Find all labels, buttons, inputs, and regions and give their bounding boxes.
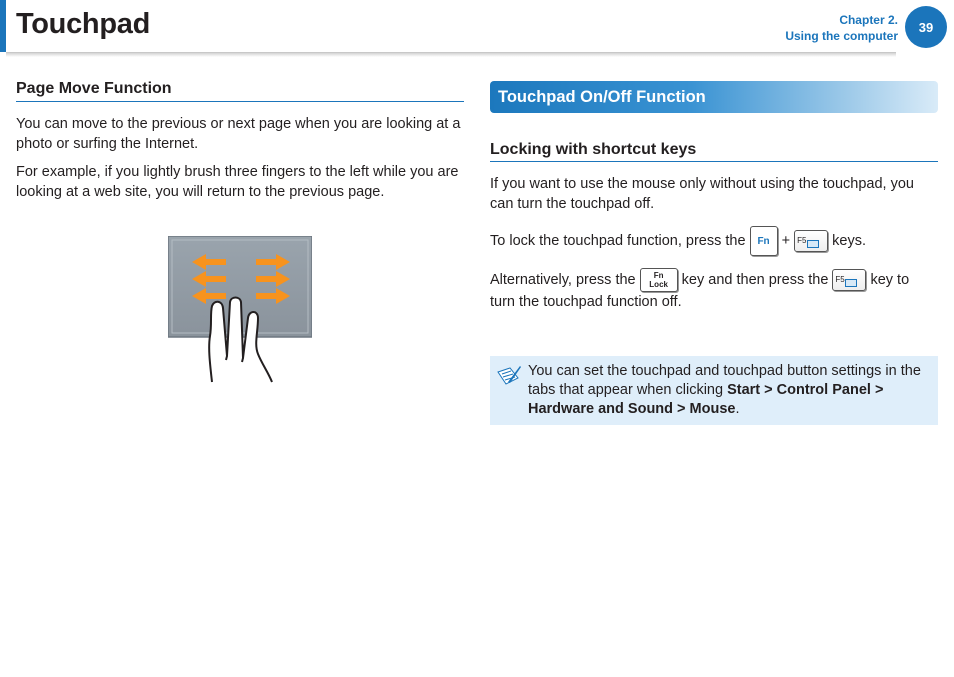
page-number-badge: 39 xyxy=(905,6,947,48)
right-column xyxy=(490,78,938,425)
left-arrow-icon xyxy=(192,254,226,304)
fn-key-icon: Fn xyxy=(750,226,778,256)
fn-lock-top-label: Fn xyxy=(653,271,664,280)
page-move-paragraph-2: For example, if you lightly brush three fingers to the left while you are looking at a web site, you will return to the previous page. xyxy=(16,164,459,200)
header-divider xyxy=(6,52,896,57)
f5-key-label: F5 xyxy=(797,236,807,245)
page-title: Touchpad xyxy=(16,8,150,40)
touchpad-onoff-banner: Touchpad On/Off Function xyxy=(490,81,938,113)
note-settings-path: Start > Control Panel > Hardware and Sound > Mouse xyxy=(528,382,884,417)
section-heading-page-move: Page Move Function xyxy=(16,80,464,102)
touchpad-toggle-icon-2 xyxy=(845,279,857,287)
f5-key-label-2: F5 xyxy=(835,275,845,284)
locking-paragraph-2 xyxy=(490,226,938,256)
note-suffix: . xyxy=(735,401,740,417)
left-column xyxy=(16,78,464,202)
f5-key-icon-2 xyxy=(832,269,866,291)
three-finger-swipe-illustration xyxy=(168,236,312,384)
page-move-paragraph-1: You can move to the previous or next page when you are looking at a photo or surfing the Internet. xyxy=(16,116,461,152)
header-accent-bar xyxy=(0,0,6,52)
chapter-label: Chapter 2. xyxy=(839,13,898,27)
locking-para3-mid: key and then press the xyxy=(681,271,829,288)
locking-para3-after: key to turn the touchpad function off. xyxy=(490,271,910,310)
locking-paragraph-3 xyxy=(490,268,938,312)
locking-paragraph-1: If you want to use the mouse only without using the touchpad, you can turn the touchpad off. xyxy=(490,176,914,212)
f5-key-icon xyxy=(794,230,828,252)
touchpad-toggle-icon xyxy=(807,240,819,248)
chapter-subtitle: Using the computer xyxy=(785,29,898,43)
note-box xyxy=(490,356,938,425)
chapter-info xyxy=(785,12,898,44)
right-arrow-icon xyxy=(256,254,290,304)
fn-lock-bottom-label: Lock xyxy=(649,280,668,289)
locking-shortcut-heading: Locking with shortcut keys xyxy=(490,141,938,162)
fn-lock-key-icon xyxy=(640,268,678,292)
plus-sign: + xyxy=(781,232,791,249)
note-pencil-icon xyxy=(496,364,522,388)
note-prefix: You can set the touchpad and touchpad button settings in the tabs that appear when clicking xyxy=(528,363,921,398)
locking-para2-after: keys. xyxy=(832,232,866,249)
locking-para2-before: To lock the touchpad function, press the xyxy=(490,232,746,249)
locking-para3-before: Alternatively, press the xyxy=(490,271,636,288)
